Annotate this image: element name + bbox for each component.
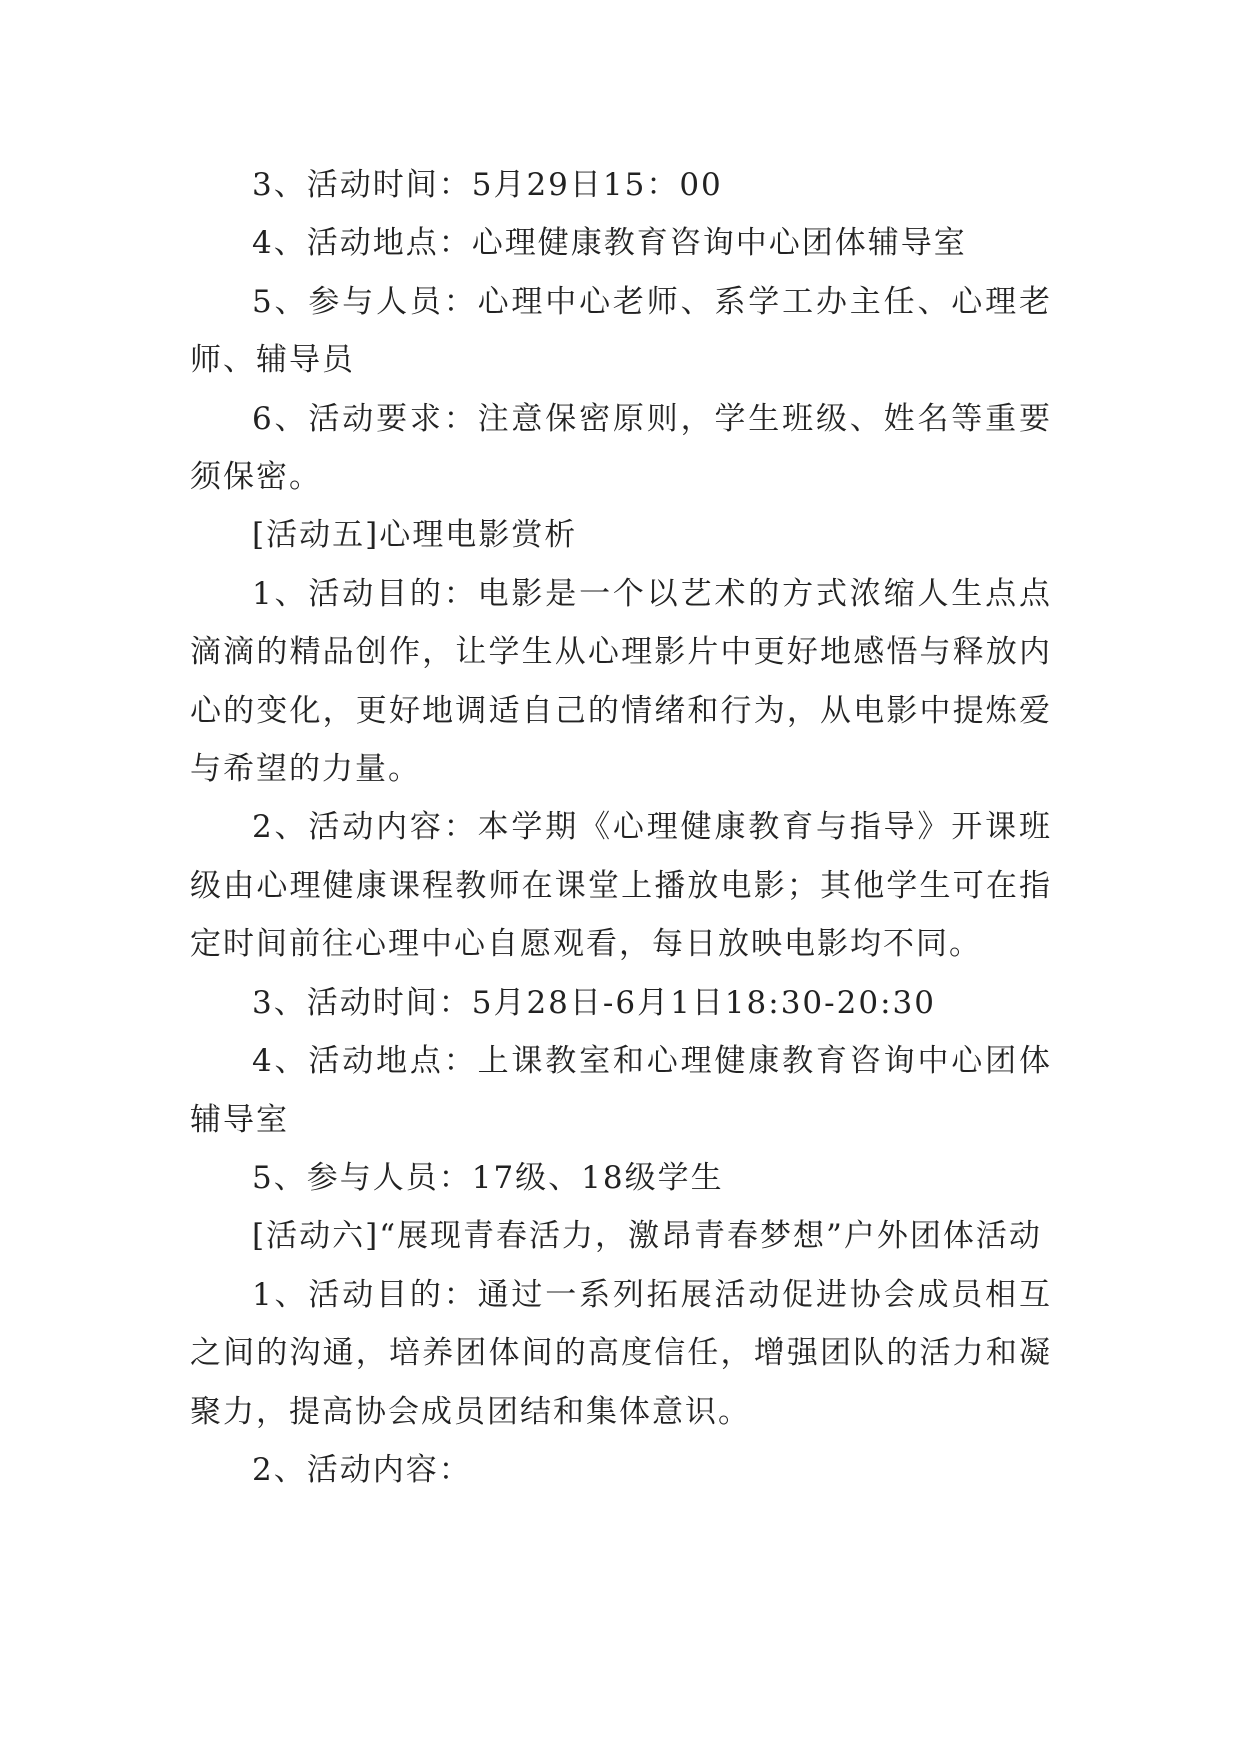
activity-requirements-item: 6、活动要求：注意保密原则，学生班级、姓名等重要须保密。 [190, 400, 1052, 496]
participants-item: 5、参与人员：心理中心老师、系学工办主任、心理老师、辅导员 [190, 283, 1052, 379]
activity-six-heading: [活动六]“展现青春活力，激昂青春梦想”户外团体活动 [252, 1218, 1042, 1255]
activity-time-item: 3、活动时间：5月28日-6月1日18:30-20:30 [252, 984, 936, 1021]
activity-content-item: 2、活动内容：本学期《心理健康教育与指导》开课班级由心理健康课程教师在课堂上播放电影；其他学生可在指定时间前往心理中心自愿观看，每日放映电影均不同。 [190, 809, 1052, 963]
document-body [190, 156, 1052, 1499]
activity-location-item: 4、活动地点：心理健康教育咨询中心团体辅导室 [252, 225, 967, 262]
activity-time-item: 3、活动时间：5月29日15：00 [252, 167, 723, 203]
activity-purpose-item: 1、活动目的：通过一系列拓展活动促进协会成员相互之间的沟通，培养团体间的高度信任，增强团队的活力和凝聚力，提高协会成员团结和集体意识。 [190, 1276, 1052, 1430]
activity-location-item: 4、活动地点：上课教室和心理健康教育咨询中心团体辅导室 [190, 1043, 1052, 1138]
activity-purpose-item: 1、活动目的：电影是一个以艺术的方式浓缩人生点点滴滴的精品创作，让学生从心理影片中更好地感悟与释放内心的变化，更好地调适自己的情绪和行为，从电影中提炼爱与希望的力量。 [190, 575, 1052, 788]
participants-item: 5、参与人员：17级、18级学生 [252, 1159, 724, 1196]
activity-five-heading: [活动五]心理电影赏析 [252, 517, 578, 554]
activity-content-item: 2、活动内容： [252, 1451, 472, 1488]
